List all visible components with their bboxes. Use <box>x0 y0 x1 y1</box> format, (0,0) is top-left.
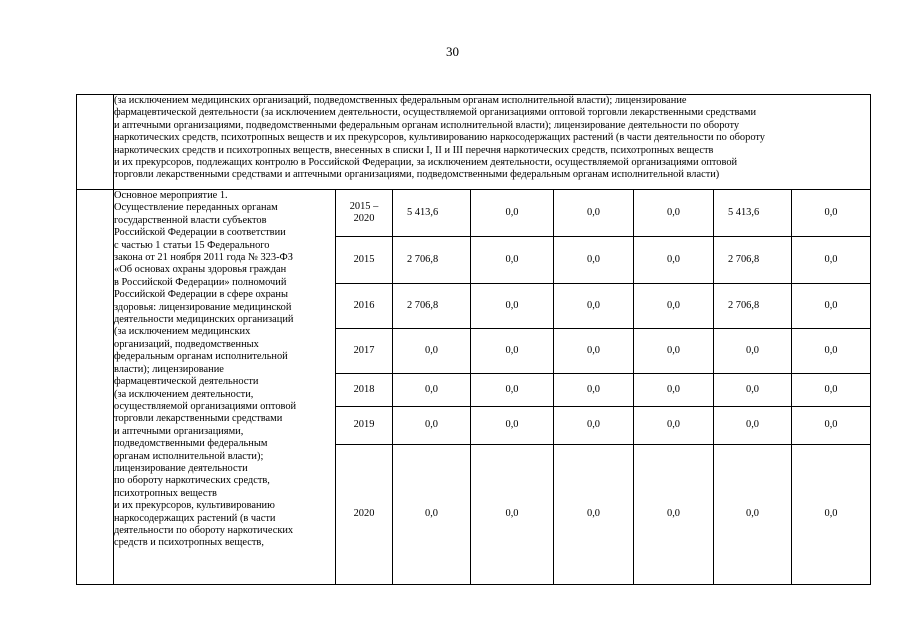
value-cell: 0,0 <box>792 190 871 237</box>
year-cell: 2017 <box>336 329 393 374</box>
value-cell: 5 413,6 <box>714 190 792 237</box>
activity-line: и аптечными организациями, <box>114 425 244 437</box>
activity-line: в Российской Федерации» полномочий <box>114 276 287 288</box>
value-cell: 0,0 <box>714 329 792 374</box>
value-cell: 2 706,8 <box>393 237 471 284</box>
value-cell: 0,0 <box>792 329 871 374</box>
activity-line: Осуществление переданных органам <box>114 202 278 214</box>
year-cell <box>336 190 393 237</box>
value-cell: 0,0 <box>393 407 471 445</box>
value-cell: 0,0 <box>792 374 871 407</box>
value-cell: 0,0 <box>634 374 714 407</box>
year-cell: 2019 <box>336 407 393 445</box>
value-cell: 0,0 <box>554 374 634 407</box>
activity-line: лицензирование деятельности <box>114 462 248 474</box>
year-line: 2015 – <box>349 200 379 212</box>
value-cell: 5 413,6 <box>393 190 471 237</box>
intro-row <box>77 95 871 190</box>
activity-line: деятельности по обороту наркотических <box>114 524 294 536</box>
activity-line: наркосодержащих растений (в части <box>114 512 276 524</box>
activity-line: здоровья: лицензирование медицинской <box>114 301 292 313</box>
value-cell: 2 706,8 <box>393 284 471 329</box>
activity-line: (за исключением медицинских <box>114 326 251 338</box>
intro-line: торговли лекарственными средствами и аптечными организациями, подведомственными федеральным органам исполнительной власти) <box>114 169 720 181</box>
table-row <box>77 190 871 237</box>
value-cell: 0,0 <box>393 374 471 407</box>
value-cell: 0,0 <box>554 190 634 237</box>
activity-line: по обороту наркотических средств, <box>114 475 270 487</box>
activity-line: закона от 21 ноября 2011 года № 323-ФЗ <box>114 252 293 264</box>
activity-line: деятельности медицинских организаций <box>114 314 294 326</box>
value-cell: 0,0 <box>393 329 471 374</box>
activity-line: (за исключением деятельности, <box>114 388 254 400</box>
value-cell: 0,0 <box>634 407 714 445</box>
activity-line: «Об основах охраны здоровья граждан <box>114 264 287 276</box>
value-cell: 2 706,8 <box>714 284 792 329</box>
value-cell: 0,0 <box>634 237 714 284</box>
value-cell: 0,0 <box>554 445 634 585</box>
page-number: 30 <box>446 44 459 59</box>
value-cell: 0,0 <box>714 374 792 407</box>
year-cell: 2018 <box>336 374 393 407</box>
year-cell: 2015 <box>336 237 393 284</box>
value-cell: 0,0 <box>792 445 871 585</box>
value-cell: 0,0 <box>714 407 792 445</box>
activity-line: торговли лекарственными средствами <box>114 413 283 425</box>
value-cell: 0,0 <box>393 445 471 585</box>
value-cell: 0,0 <box>554 407 634 445</box>
activity-line: осуществляемой организациями оптовой <box>114 400 297 412</box>
activity-line: с частью 1 статьи 15 Федерального <box>114 239 270 251</box>
activity-line: федеральным органам исполнительной <box>114 351 288 363</box>
value-cell: 0,0 <box>634 329 714 374</box>
intro-line: и аптечными организациями, подведомственными федеральным органам исполнительной власти); лицензирование деятельности по обороту <box>114 119 740 131</box>
value-cell: 0,0 <box>471 284 554 329</box>
intro-line: наркотических средств, психотропных веществ и их прекурсоров, культивированию наркосодержащих растений (в части деятельности по обороту <box>114 132 765 144</box>
activity-line: власти); лицензирование <box>114 363 224 375</box>
value-cell: 0,0 <box>792 284 871 329</box>
value-cell: 0,0 <box>471 374 554 407</box>
intro-line: и их прекурсоров, подлежащих контролю в Российской Федерации, за исключением деятельности, осуществляемой организациями оптовой <box>114 157 738 169</box>
year-cell: 2020 <box>336 445 393 585</box>
activity-line: подведомственными федеральным <box>114 438 268 450</box>
activity-description-cell <box>114 190 336 585</box>
activity-line: организаций, подведомственных <box>114 338 259 350</box>
value-cell: 0,0 <box>634 190 714 237</box>
value-cell: 0,0 <box>554 237 634 284</box>
value-cell: 0,0 <box>554 329 634 374</box>
activity-line: фармацевтической деятельности <box>114 376 259 388</box>
intro-line: наркотических средств и психотропных веществ, внесенных в списки I, II и III перечня наркотических средств, психотропных веществ <box>114 144 714 156</box>
value-cell: 0,0 <box>471 445 554 585</box>
year-cell: 2016 <box>336 284 393 329</box>
activity-line: психотропных веществ <box>114 487 217 499</box>
value-cell: 0,0 <box>634 284 714 329</box>
activity-line: государственной власти субъектов <box>114 214 267 226</box>
activity-line: Российской Федерации в соответствии <box>114 227 286 239</box>
value-cell: 0,0 <box>714 445 792 585</box>
number-cell <box>77 95 114 190</box>
year-line: 2020 <box>353 213 375 224</box>
value-cell: 0,0 <box>471 329 554 374</box>
activity-line: и их прекурсоров, культивированию <box>114 500 275 512</box>
activity-line: органам исполнительной власти); <box>114 450 264 462</box>
intro-line: (за исключением медицинских организаций, подведомственных федеральным органам исполнительной власти); лицензирование <box>114 95 687 106</box>
value-cell: 0,0 <box>554 284 634 329</box>
number-cell <box>77 190 114 585</box>
value-cell: 2 706,8 <box>714 237 792 284</box>
value-cell: 0,0 <box>634 445 714 585</box>
value-cell: 0,0 <box>471 237 554 284</box>
value-cell: 0,0 <box>792 237 871 284</box>
value-cell: 0,0 <box>792 407 871 445</box>
value-cell: 0,0 <box>471 190 554 237</box>
activity-line: Основное мероприятие 1. <box>114 190 228 201</box>
funding-table <box>76 94 871 585</box>
intro-text-cell <box>114 95 871 190</box>
value-cell: 0,0 <box>471 407 554 445</box>
intro-line: фармацевтической деятельности (за исключением деятельности, осуществляемой организациями оптовой торговли лекарственными средствами <box>114 107 757 119</box>
activity-line: средств и психотропных веществ, <box>114 537 264 549</box>
activity-line: Российской Федерации в сфере охраны <box>114 289 288 301</box>
